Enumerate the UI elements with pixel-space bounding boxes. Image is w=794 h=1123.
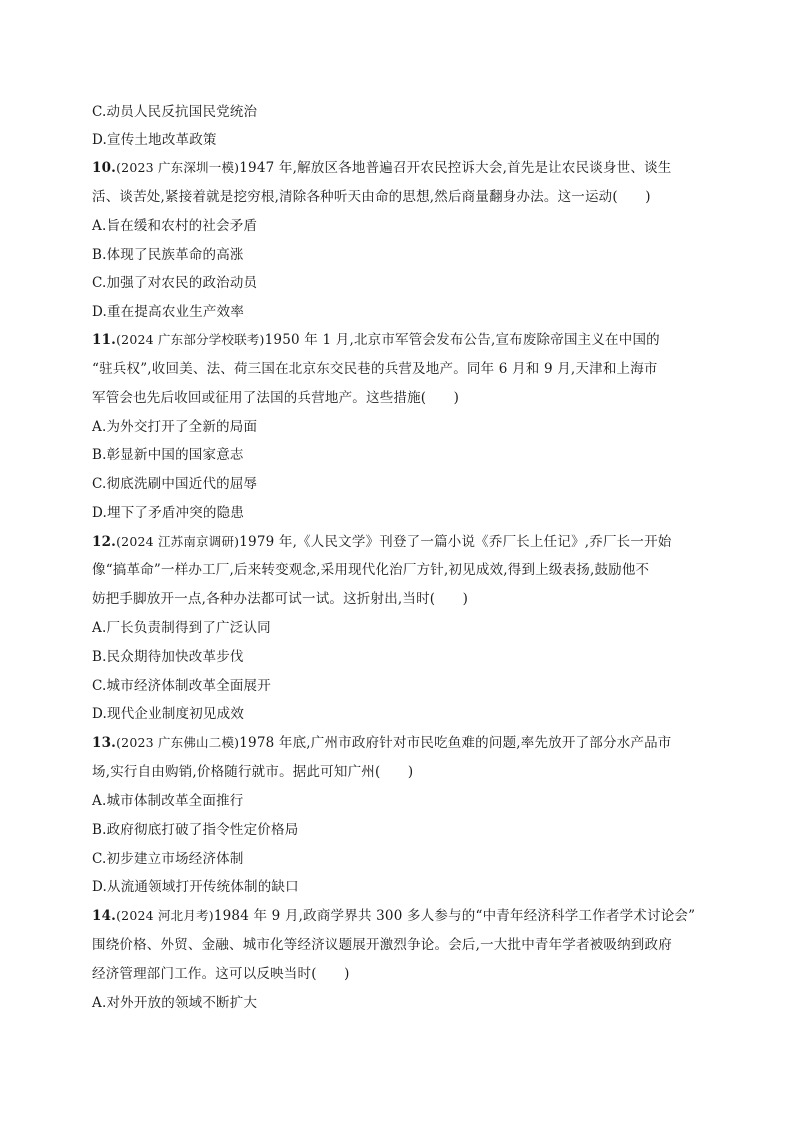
q11-option-c[interactable]: C.彻底洗刷中国近代的屈辱 [92, 476, 258, 492]
q11-number: 11. [92, 332, 117, 348]
q12-stem-line-3: 妨把手脚放开一点,各种办法都可试一试。这折射出,当时( ) [92, 591, 469, 607]
q12-option-d[interactable]: D.现代企业制度初见成效 [92, 706, 245, 722]
q13-number: 13. [92, 735, 117, 751]
q14-option-a[interactable]: A.对外开放的领域不断扩大 [92, 995, 258, 1011]
q12-option-c[interactable]: C.城市经济体制改革全面展开 [92, 678, 271, 694]
q12-stem-line-2: 像“搞革命”一样办工厂,后来转变观念,采用现代化治厂方针,初见成效,得到上级表扬,鼓励他不 [92, 562, 650, 578]
q11-option-b[interactable]: B.彰显新中国的国家意志 [92, 447, 244, 463]
q11-stem-text: 1950 年 1 月,北京市军管会发布公告,宣布废除帝国主义在中国的 [264, 332, 660, 348]
q10-option-a[interactable]: A.旨在缓和农村的社会矛盾 [92, 218, 258, 234]
q10-stem-text: 1947 年,解放区各地普遍召开农民控诉大会,首先是让农民谈身世、谈生 [239, 160, 672, 176]
q9-option-d[interactable]: D.宣传土地改革政策 [92, 132, 217, 148]
q11-stem-line-2: “驻兵权”,收回美、法、荷三国在北京东交民巷的兵营及地产。同年 6 月和 9 月,天津和上海市 [92, 361, 658, 377]
q10-option-d[interactable]: D.重在提高农业生产效率 [92, 304, 245, 320]
q13-source: (2023 广东佛山二模) [116, 735, 240, 750]
q12-source: (2024 江苏南京调研) [116, 534, 240, 549]
q12-option-b[interactable]: B.民众期待加快改革步伐 [92, 649, 244, 665]
q13-option-b[interactable]: B.政府彻底打破了指令性定价格局 [92, 822, 299, 838]
q13-stem-line-2: 场,实行自由购销,价格随行就市。据此可知广州( ) [92, 764, 414, 780]
q13-option-a[interactable]: A.城市体制改革全面推行 [92, 793, 244, 809]
q11-option-a[interactable]: A.为外交打开了全新的局面 [92, 419, 258, 435]
q13-stem-line-1 [92, 734, 671, 752]
q14-stem-text: 1984 年 9 月,政商学界共 300 多人参与的“中青年经济科学工作者学术讨论会” [213, 908, 696, 924]
q11-option-d[interactable]: D.埋下了矛盾冲突的隐患 [92, 505, 245, 521]
q10-number: 10. [92, 160, 117, 176]
q13-stem-text: 1978 年底,广州市政府针对市民吃鱼难的问题,率先放开了部分水产品市 [239, 735, 672, 751]
q10-source: (2023 广东深圳一模) [116, 160, 240, 175]
q10-option-c[interactable]: C.加强了对农民的政治动员 [92, 275, 258, 291]
q14-number: 14. [92, 908, 117, 924]
q10-stem-line-2: 活、谈苦处,紧接着就是挖穷根,清除各种听天由命的思想,然后商量翻身办法。这一运动( ) [92, 189, 651, 205]
q11-stem-line-1 [92, 331, 660, 349]
q12-option-a[interactable]: A.厂长负责制得到了广泛认同 [92, 620, 271, 636]
q14-stem-line-1 [92, 907, 695, 925]
q14-source: (2024 河北月考) [116, 908, 214, 923]
q10-option-b[interactable]: B.体现了民族革命的高涨 [92, 247, 244, 263]
q13-option-c[interactable]: C.初步建立市场经济体制 [92, 851, 244, 867]
q10-stem-line-1 [92, 159, 671, 177]
q11-stem-line-3: 军管会也先后收回或征用了法国的兵营地产。这些措施( ) [92, 390, 460, 406]
q14-stem-line-3: 经济管理部门工作。这可以反映当时( ) [92, 966, 350, 982]
q14-stem-line-2: 围绕价格、外贸、金融、城市化等经济议题展开激烈争论。会后,一大批中青年学者被吸纳到政府 [92, 937, 672, 953]
q13-option-d[interactable]: D.从流通领域打开传统体制的缺口 [92, 879, 299, 895]
q12-stem-line-1 [92, 533, 671, 551]
q12-stem-text: 1979 年,《人民文学》刊登了一篇小说《乔厂长上任记》,乔厂长一开始 [239, 534, 672, 550]
q11-source: (2024 广东部分学校联考) [116, 332, 265, 347]
q9-option-c[interactable]: C.动员人民反抗国民党统治 [92, 104, 258, 120]
q12-number: 12. [92, 534, 117, 550]
